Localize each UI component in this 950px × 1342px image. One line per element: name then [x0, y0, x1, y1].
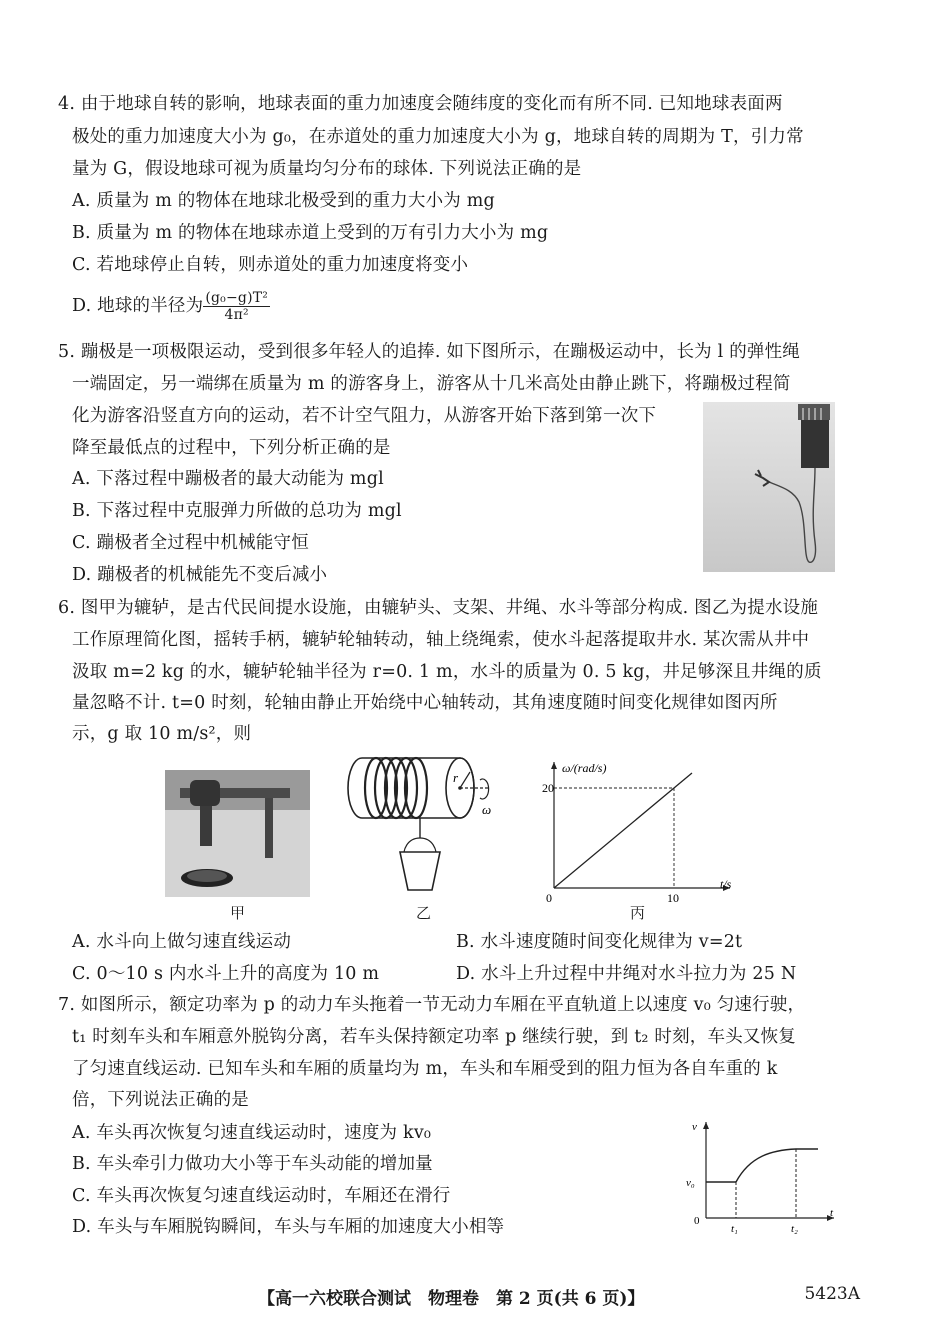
page-footer: 【高一六校联合测试 物理卷 第 2 页(共 6 页)】: [258, 1289, 645, 1309]
q5-option-d: D. 蹦极者的机械能先不变后减小: [72, 565, 328, 585]
q7-option-a: A. 车头再次恢复匀速直线运动时，速度为 kv₀: [72, 1123, 432, 1143]
q7-option-b: B. 车头牵引力做功大小等于车头动能的增加量: [72, 1154, 433, 1174]
q4-option-d: [72, 290, 270, 323]
q7-stem-line3: 了匀速直线运动. 已知车头和车厢的质量均为 m，车头和车厢受到的阻力恒为各自车重的 k: [72, 1059, 778, 1079]
q5-stem-line3: 化为游客沿竖直方向的运动，若不计空气阻力，从游客开始下落到第一次下: [72, 406, 657, 426]
fraction-denominator: 4π²: [224, 307, 249, 323]
q7-stem-line1: 7. 如图所示，额定功率为 p 的动力车头拖着一节无动力车厢在平直轨道上以速度 v₀ 匀速行驶，: [58, 995, 806, 1015]
tick-label-t1: t₁: [731, 1223, 738, 1235]
paper-code: 5423A: [804, 1284, 860, 1304]
q6-option-c: C. 0～10 s 内水斗上升的高度为 10 m: [72, 964, 380, 984]
y-axis-label: v: [692, 1121, 697, 1133]
tick-label-v0: v₀: [686, 1177, 695, 1189]
q6-stem-line5: 示，g 取 10 m/s²，则: [72, 724, 252, 744]
q6-option-d: D. 水斗上升过程中井绳对水斗拉力为 25 N: [456, 964, 797, 984]
q6-stem-line1: 6. 图甲为辘轳，是古代民间提水设施，由辘轳头、支架、井绳、水斗等部分构成. 图乙为提水设施: [58, 598, 819, 618]
q4-option-d-prefix: D. 地球的半径为: [72, 296, 204, 316]
q5-stem-line2: 一端固定，另一端绑在质量为 m 的游客身上，游客从十几米高处由静止跳下，将蹦极过程简: [72, 374, 791, 394]
q4-stem-line3: 量为 G，假设地球可视为质量均匀分布的球体. 下列说法正确的是: [72, 159, 582, 179]
q4-option-a: A. 质量为 m 的物体在地球北极受到的重力大小为 mg: [72, 191, 495, 211]
x-axis-label: t/s: [720, 877, 732, 891]
q4-option-d-fraction: [203, 290, 270, 323]
windlass-diagram: [340, 752, 515, 900]
omega-line: [554, 773, 692, 888]
q6-stem-line4: 量忽略不计. t=0 时刻，轮轴由静止开始绕中心轴转动，其角速度随时间变化规律如图丙所: [72, 693, 778, 713]
q5-option-a: A. 下落过程中蹦极者的最大动能为 mgl: [72, 469, 384, 489]
q5-stem-line4: 降至最低点的过程中，下列分析正确的是: [72, 438, 391, 458]
q7-stem-line2: t₁ 时刻车头和车厢意外脱钩分离，若车头保持额定功率 p 继续行驶，到 t₂ 时刻，车头又恢复: [72, 1027, 797, 1047]
origin-label: 0: [546, 891, 552, 904]
x-axis-label: t: [830, 1207, 834, 1219]
q4-option-b: B. 质量为 m 的物体在地球赤道上受到的万有引力大小为 mg: [72, 223, 549, 243]
q7-option-d: D. 车头与车厢脱钩瞬间，车头与车厢的加速度大小相等: [72, 1217, 505, 1237]
caption-yi: 乙: [416, 904, 432, 922]
caption-jia: 甲: [230, 904, 246, 922]
q5-option-c: C. 蹦极者全过程中机械能守恒: [72, 533, 309, 553]
q6-option-b: B. 水斗速度随时间变化规律为 v=2t: [456, 932, 743, 952]
q6-option-a: A. 水斗向上做匀速直线运动: [72, 932, 292, 952]
velocity-curve: [736, 1149, 818, 1182]
fraction-numerator: (g₀−g)T²: [205, 290, 269, 306]
origin-label: 0: [694, 1215, 700, 1227]
q5-stem-line1: 5. 蹦极是一项极限运动，受到很多年轻人的追捧. 如下图所示，在蹦极运动中，长为 l 的弹性绳: [58, 342, 801, 362]
q7-stem-line4: 倍，下列说法正确的是: [72, 1090, 249, 1110]
tick-label-y: 20: [542, 781, 554, 795]
windlass-photo: [165, 770, 310, 897]
q4-stem-line1: 4. 由于地球自转的影响，地球表面的重力加速度会随纬度的变化而有所不同. 已知地球表面两: [58, 94, 783, 114]
y-axis-label: ω/(rad/s): [562, 761, 607, 775]
radius-label: r: [453, 770, 459, 785]
q6-stem-line3: 汲取 m=2 kg 的水，辘轳轮轴半径为 r=0. 1 m，水斗的质量为 0. 5 kg，井足够深且井绳的质: [72, 662, 822, 682]
caption-bing: 丙: [630, 904, 646, 922]
q4-stem-line2: 极处的重力加速度大小为 g₀，在赤道处的重力加速度大小为 g，地球自转的周期为 T，引力常: [72, 127, 804, 147]
bungee-jump-photo: [703, 402, 835, 572]
tick-label-t2: t₂: [791, 1223, 798, 1235]
q6-stem-line2: 工作原理简化图，摇转手柄，辘轳轮轴转动，轴上绕绳索，使水斗起落提取井水. 某次需从井中: [72, 630, 810, 650]
tick-label-x: 10: [667, 891, 679, 904]
q7-option-c: C. 车头再次恢复匀速直线运动时，车厢还在滑行: [72, 1186, 451, 1206]
omega-label: ω: [482, 802, 492, 817]
q5-option-b: B. 下落过程中克服弹力所做的总功为 mgl: [72, 501, 402, 521]
omega-time-chart: [540, 756, 740, 904]
q4-option-c: C. 若地球停止自转，则赤道处的重力加速度将变小: [72, 255, 469, 275]
velocity-time-chart: [684, 1118, 840, 1236]
